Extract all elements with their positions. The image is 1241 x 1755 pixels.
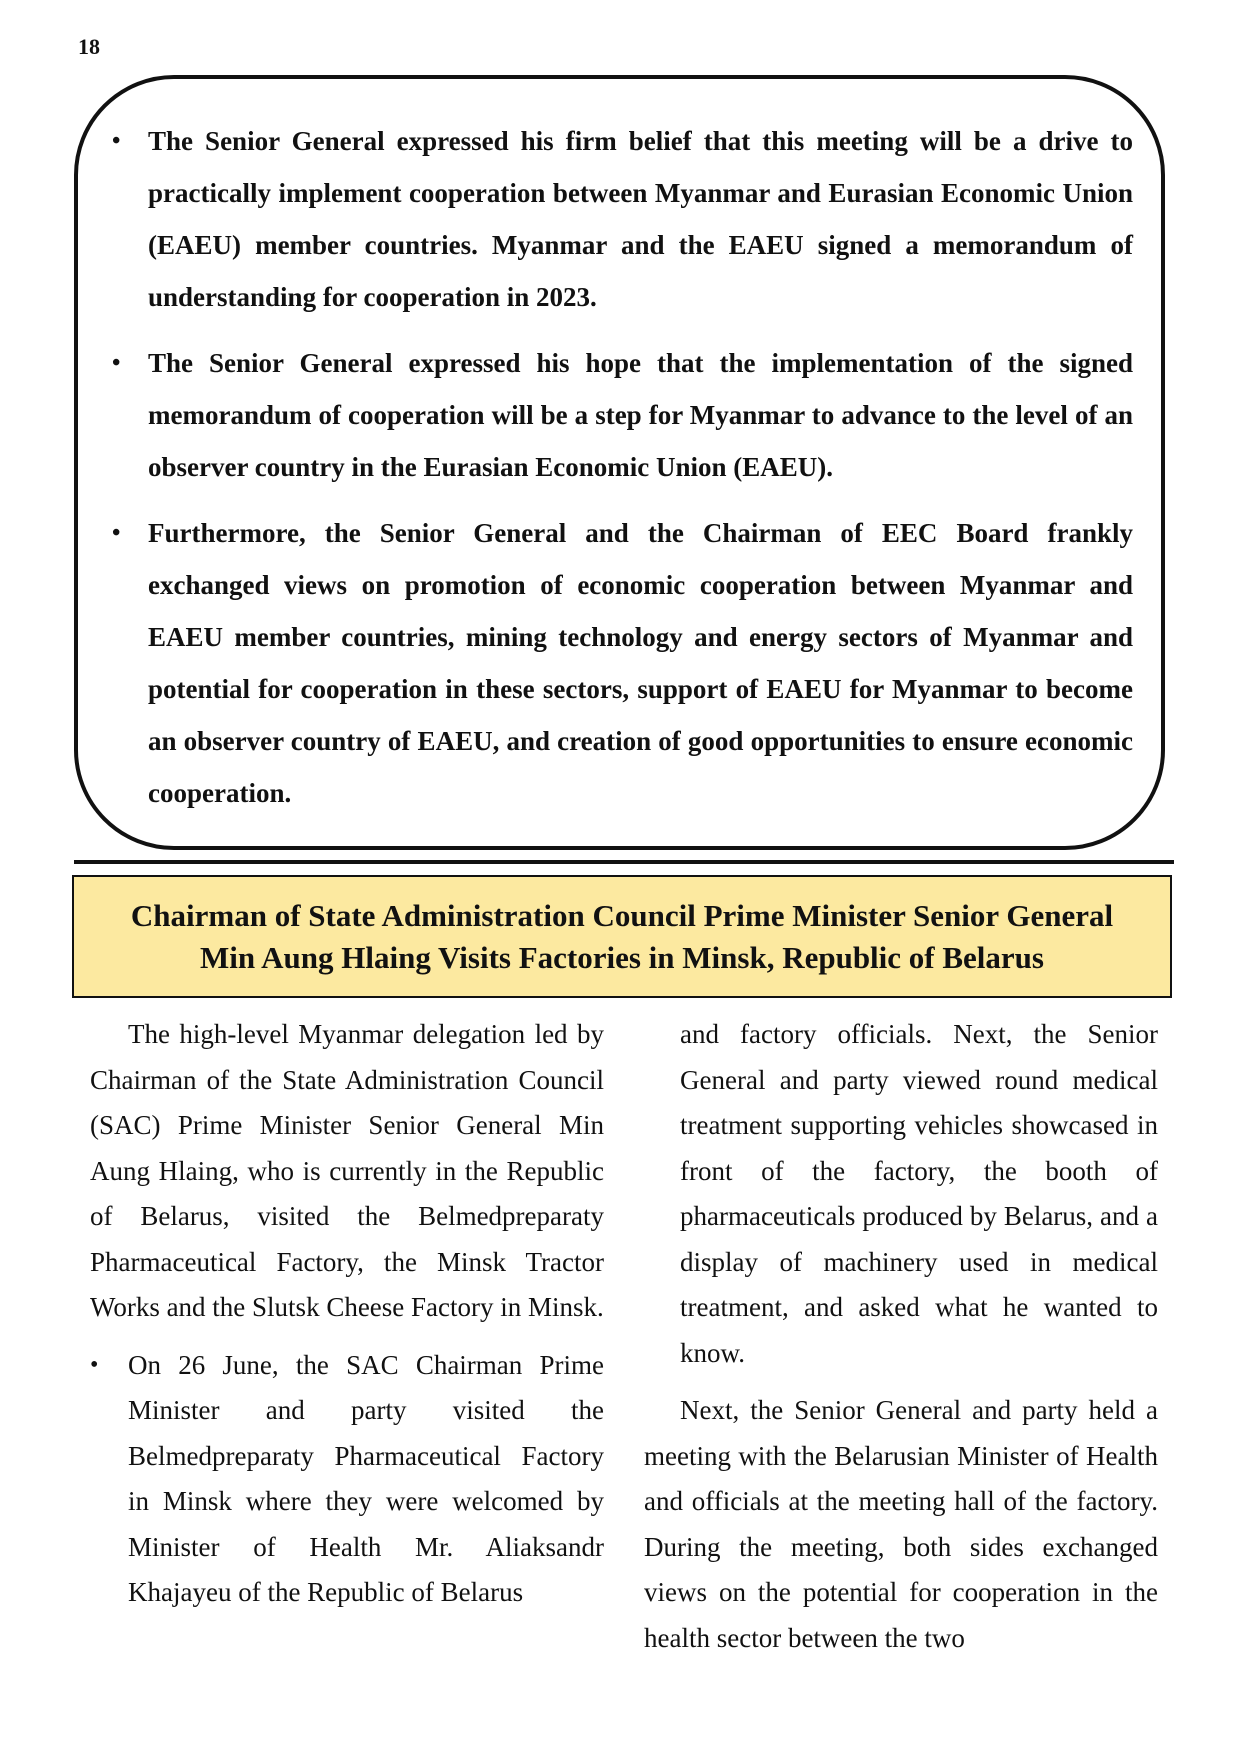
headline-box	[72, 875, 1172, 998]
article-headline: Chairman of State Administration Council Prime Minister Senior General Min Aung Hlaing Visits Factories in Minsk, Republic of Belarus	[130, 897, 1114, 975]
summary-item	[112, 337, 1133, 493]
article-continuation-paragraph: and factory officials. Next, the Senior General and party viewed round medical treatment supporting vehicles showcased in front of the factory, the booth of pharmaceuticals produced by Belarus, and a display of machinery used in medical treatment, and asked what he wanted to know.	[680, 1019, 1158, 1368]
summary-item-text: The Senior General expressed his hope that the implementation of the signed memorandum of cooperation will be a step for Myanmar to advance to the level of an observer country in the Eurasian Economic Union (EAEU).	[148, 348, 1133, 482]
summary-list	[112, 115, 1133, 833]
summary-item	[112, 507, 1133, 819]
article-paragraph: Next, the Senior General and party held a meeting with the Belarusian Minister of Health and officials at the meeting hall of the factory. During the meeting, both sides exchanged views on the potential for cooperation in the health sector between the two	[644, 1395, 1158, 1653]
bullet-icon: •	[112, 350, 121, 376]
bullet-icon: •	[112, 520, 121, 546]
article-bullet-paragraph	[90, 1343, 604, 1616]
page-number: 18	[78, 34, 100, 59]
article-right-column	[644, 1012, 1158, 1661]
summary-item-text: Furthermore, the Senior General and the Chairman of EEC Board frankly exchanged views on promotion of economic cooperation between Myanmar and EAEU member countries, mining technology and energy sectors of Myanmar and potential for cooperation in these sectors, support of EAEU for Myanmar to become an observer country of EAEU, and creation of good opportunities to ensure economic cooperation.	[148, 518, 1133, 808]
bullet-icon: •	[112, 128, 121, 154]
summary-item	[112, 115, 1133, 323]
article-bullet-text: On 26 June, the SAC Chairman Prime Minister and party visited the Belmedpreparaty Pharmaceutical Factory in Minsk where they were welcomed by Minister of Health Mr. Aliaksandr Khajayeu of the Republic of Belarus	[128, 1349, 604, 1607]
summary-item-text: The Senior General expressed his firm belief that this meeting will be a drive to practically implement cooperation between Myanmar and Eurasian Economic Union (EAEU) member countries. Myanmar and the EAEU signed a memorandum of understanding for cooperation in 2023.	[148, 126, 1133, 312]
bullet-icon: •	[90, 1351, 99, 1378]
article-left-column	[90, 1012, 604, 1616]
article-intro-paragraph: The high-level Myanmar delegation led by Chairman of the State Administration Council (SAC) Prime Minister Senior General Min Aung Hlaing, who is currently in the Republic of Belarus, visited the Belmedpreparaty Pharmaceutical Factory, the Minsk Tractor Works and the Slutsk Cheese Factory in Minsk.	[90, 1019, 604, 1322]
section-divider	[74, 860, 1174, 864]
